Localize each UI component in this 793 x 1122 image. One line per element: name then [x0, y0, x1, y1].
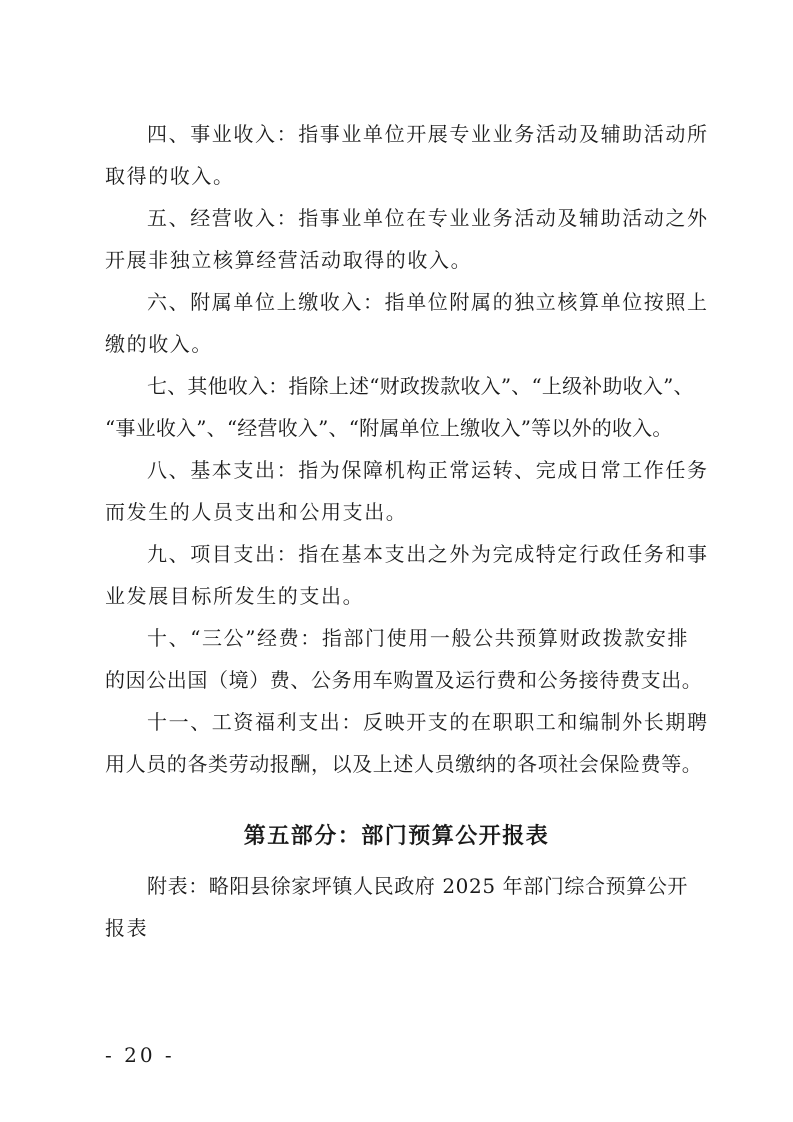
- paragraph-jiben-zhichu-line-1: 八、基本支出：指为保障机构正常运转、完成日常工作任务: [147, 458, 709, 482]
- paragraph-jiben-zhichu-line-2: 而发生的人员支出和公用支出。: [105, 500, 408, 524]
- section-heading: 第五部分：部门预算公开报表: [243, 823, 550, 849]
- paragraph-jingying-shouru-line-2: 开展非独立核算经营活动取得的收入。: [105, 248, 473, 272]
- attachment-line-2: 报表: [105, 916, 149, 940]
- paragraph-xiangmu-zhichu-line-2: 业发展目标所发生的支出。: [105, 584, 365, 608]
- paragraph-sangong-jingfei-line-1: 十、“三公”经费：指部门使用一般公共预算财政拨款安排: [147, 626, 690, 650]
- paragraph-xiangmu-zhichu-line-1: 九、项目支出：指在基本支出之外为完成特定行政任务和事: [147, 542, 709, 566]
- attachment-line-1: 附表：略阳县徐家坪镇人民政府 2025 年部门综合预算公开: [147, 874, 689, 898]
- paragraph-fushu-danwei-line-2: 缴的收入。: [105, 332, 213, 356]
- paragraph-fushu-danwei-line-1: 六、附属单位上缴收入：指单位附属的独立核算单位按照上: [147, 290, 709, 314]
- paragraph-gongzi-fuli-line-2: 用人员的各类劳动报酬，以及上述人员缴纳的各项社会保险费等。: [105, 752, 703, 776]
- page-number: - 20 -: [105, 1043, 175, 1067]
- paragraph-jingying-shouru-line-1: 五、经营收入：指事业单位在专业业务活动及辅助活动之外: [147, 206, 709, 230]
- paragraph-qita-shouru-line-2: “事业收入”、“经营收入”、“附属单位上缴收入”等以外的收入。: [105, 416, 673, 440]
- paragraph-gongzi-fuli-line-1: 十一、工资福利支出：反映开支的在职职工和编制外长期聘: [147, 710, 709, 734]
- paragraph-sangong-jingfei-line-2: 的因公出国（境）费、公务用车购置及运行费和公务接待费支出。: [105, 668, 703, 692]
- paragraph-shiye-shouru-line-1: 四、事业收入：指事业单位开展专业业务活动及辅助活动所: [147, 122, 709, 146]
- paragraph-shiye-shouru-line-2: 取得的收入。: [105, 164, 235, 188]
- paragraph-qita-shouru-line-1: 七、其他收入：指除上述“财政拨款收入”、“上级补助收入”、: [147, 374, 694, 398]
